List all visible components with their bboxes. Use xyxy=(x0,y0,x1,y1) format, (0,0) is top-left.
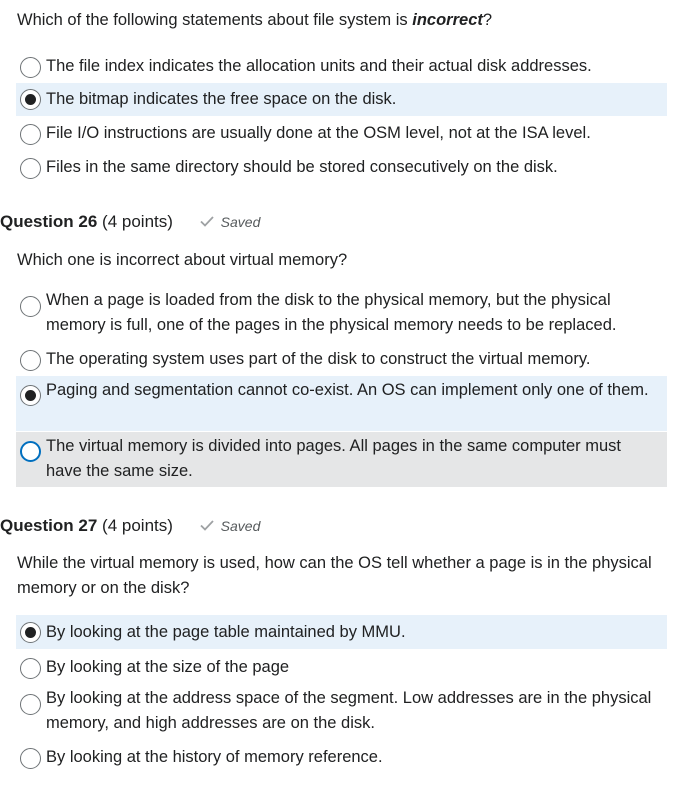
option-label: Files in the same directory should be stored consecutively on the disk. xyxy=(46,158,558,176)
q27-saved-status xyxy=(200,518,261,534)
q27-option-2[interactable] xyxy=(16,655,667,681)
q25-text-pre: Which of the following statements about file system is xyxy=(17,11,413,29)
q27-question-text: While the virtual memory is used, how can the OS tell whether a page is in the physical memory or on the disk? xyxy=(17,554,652,597)
q25-option-3[interactable] xyxy=(16,121,667,147)
option-label: The file index indicates the allocation units and their actual disk addresses. xyxy=(46,57,592,75)
option-label: When a page is loaded from the disk to the physical memory, but the physical memory is full, one of the pages in the physical memory needs to be replaced. xyxy=(46,291,617,334)
q25-text-emphasis: incorrect xyxy=(412,11,483,29)
saved-label: Saved xyxy=(220,517,261,534)
q27-option-1[interactable] xyxy=(16,615,667,649)
q25-option-1[interactable] xyxy=(16,54,667,80)
q26-points: (4 points) xyxy=(102,212,173,231)
radio-button[interactable] xyxy=(20,296,41,317)
check-icon xyxy=(200,520,214,531)
radio-button[interactable] xyxy=(20,158,41,179)
radio-button[interactable] xyxy=(20,57,41,78)
q26-saved-status xyxy=(200,214,261,230)
option-label: File I/O instructions are usually done at the OSM level, not at the ISA level. xyxy=(46,124,591,142)
check-icon xyxy=(200,216,214,227)
radio-button[interactable] xyxy=(20,658,41,679)
option-label: By looking at the history of memory reference. xyxy=(46,748,383,766)
q27-option-3[interactable] xyxy=(16,686,667,738)
q25-option-4[interactable] xyxy=(16,155,667,181)
q26-header xyxy=(0,212,260,232)
q26-option-4[interactable] xyxy=(16,432,667,487)
q25-question-text xyxy=(17,8,657,33)
q26-option-1[interactable] xyxy=(16,288,667,340)
radio-button-selected[interactable] xyxy=(20,622,41,643)
radio-button[interactable] xyxy=(20,694,41,715)
option-label: The operating system uses part of the disk to construct the virtual memory. xyxy=(46,350,591,368)
q25-option-2[interactable] xyxy=(16,83,667,116)
q27-title: Question 27 xyxy=(0,516,98,535)
radio-button-selected[interactable] xyxy=(20,385,41,406)
option-label: By looking at the address space of the segment. Low addresses are in the physical memory, and high addresses are on the disk. xyxy=(46,689,652,732)
radio-button[interactable] xyxy=(20,441,41,462)
q27-option-4[interactable] xyxy=(16,745,667,771)
q26-title: Question 26 xyxy=(0,212,98,231)
option-label: Paging and segmentation cannot co-exist. An OS can implement only one of them. xyxy=(46,381,649,399)
option-label: By looking at the size of the page xyxy=(46,658,290,676)
option-label: The bitmap indicates the free space on the disk. xyxy=(46,90,397,108)
q27-header xyxy=(0,516,260,536)
q27-points: (4 points) xyxy=(102,516,173,535)
q25-text-post: ? xyxy=(482,11,493,29)
radio-button[interactable] xyxy=(20,748,41,769)
q26-option-3[interactable] xyxy=(16,376,667,431)
q26-option-2[interactable] xyxy=(16,347,667,373)
radio-button[interactable] xyxy=(20,124,41,145)
option-label: The virtual memory is divided into pages. All pages in the same computer must have the same size. xyxy=(46,437,622,480)
option-label: By looking at the page table maintained by MMU. xyxy=(46,623,406,641)
saved-label: Saved xyxy=(220,213,261,230)
radio-button-selected[interactable] xyxy=(20,89,41,110)
radio-button[interactable] xyxy=(20,350,41,371)
q26-question-text: Which one is incorrect about virtual memory? xyxy=(17,251,348,269)
